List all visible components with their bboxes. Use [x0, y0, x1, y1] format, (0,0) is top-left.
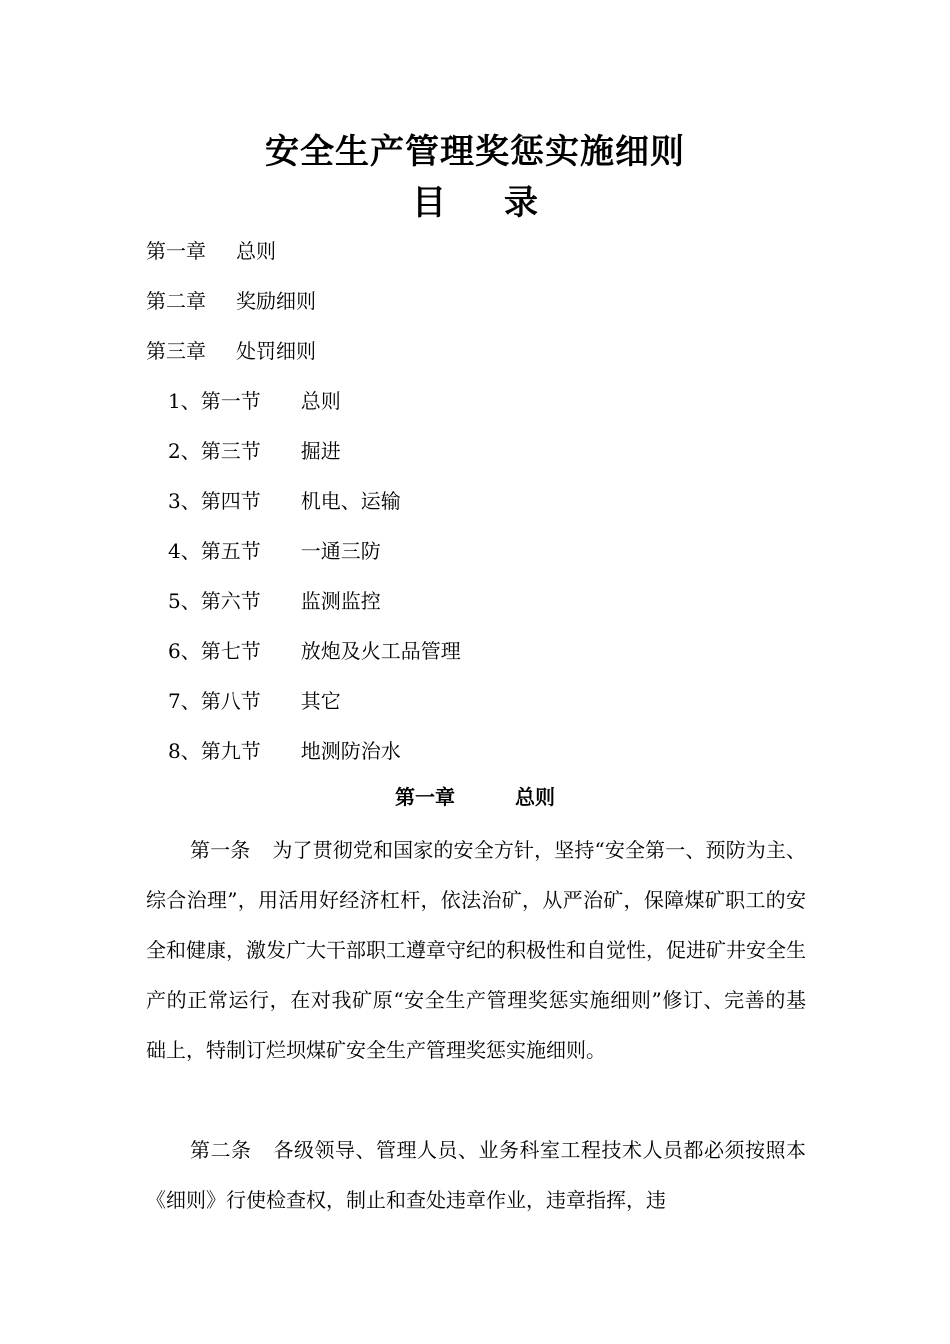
- article-label: 第二条: [190, 1138, 252, 1162]
- toc-section-name: 其它: [300, 689, 341, 713]
- toc-section-index: 7、: [168, 689, 201, 713]
- toc-chapter-number: 第三章: [146, 339, 206, 363]
- toc-section-item[interactable]: [146, 380, 806, 430]
- toc-title-left: 目: [412, 183, 446, 223]
- table-of-contents: [146, 230, 806, 780]
- toc-section-item[interactable]: [146, 530, 806, 580]
- toc-section-number: 第九节: [200, 739, 261, 763]
- toc-section-item[interactable]: [146, 730, 806, 780]
- toc-section-name: 总则: [300, 389, 341, 413]
- toc-chapter-name: 处罚细则: [236, 339, 316, 363]
- article-text: 各级领导、管理人员、业务科室工程技术人员都必须按照本《细则》行使检查权，制止和查处违章作业，违章指挥，违: [146, 1138, 806, 1212]
- toc-section-index: 8、: [168, 739, 201, 763]
- toc-chapter-item[interactable]: [146, 230, 806, 280]
- toc-section-number: 第三节: [200, 439, 261, 463]
- toc-title-right: 录: [504, 183, 538, 223]
- toc-chapter-number: 第二章: [146, 289, 206, 313]
- toc-chapter-item[interactable]: [146, 280, 806, 330]
- toc-chapter-name: 奖励细则: [236, 289, 316, 313]
- article-text: 为了贯彻党和国家的安全方针，坚持“安全第一、预防为主、综合治理”，用活用好经济杠杆，依法治矿，从严治矿，保障煤矿职工的安全和健康，激发广大干部职工遵章守纪的积极性和自觉性，促进矿井安全生产的正常运行，在对我矿原“安全生产管理奖惩实施细则”修订、完善的基础上，特制订烂坝煤矿安全生产管理奖惩实施细则。: [146, 838, 806, 1062]
- toc-section-item[interactable]: [146, 480, 806, 530]
- chapter-heading-name: 总则: [515, 785, 555, 809]
- toc-section-item[interactable]: [146, 680, 806, 730]
- toc-section-index: 6、: [168, 639, 201, 663]
- toc-section-name: 地测防治水: [300, 739, 401, 763]
- toc-chapter-number: 第一章: [146, 239, 206, 263]
- toc-section-number: 第一节: [200, 389, 261, 413]
- toc-chapter-item[interactable]: [146, 330, 806, 380]
- toc-section-index: 3、: [168, 489, 201, 513]
- toc-title: [0, 180, 950, 226]
- toc-section-name: 放炮及火工品管理: [300, 639, 461, 663]
- toc-section-name: 一通三防: [300, 539, 381, 563]
- chapter-heading-number: 第一章: [395, 785, 455, 809]
- toc-section-number: 第五节: [200, 539, 261, 563]
- toc-section-number: 第八节: [200, 689, 261, 713]
- toc-chapter-name: 总则: [236, 239, 276, 263]
- toc-section-name: 掘进: [300, 439, 341, 463]
- article-paragraph: [146, 825, 806, 1075]
- toc-section-name: 监测监控: [300, 589, 381, 613]
- toc-section-number: 第六节: [200, 589, 261, 613]
- toc-section-index: 1、: [168, 389, 201, 413]
- toc-section-item[interactable]: [146, 630, 806, 680]
- toc-section-index: 5、: [168, 589, 201, 613]
- toc-section-item[interactable]: [146, 430, 806, 480]
- article-paragraph: [146, 1125, 806, 1225]
- toc-section-index: 4、: [168, 539, 201, 563]
- toc-section-number: 第四节: [200, 489, 261, 513]
- document-title: 安全生产管理奖惩实施细则: [265, 132, 685, 172]
- article-label: 第一条: [190, 838, 251, 862]
- toc-section-name: 机电、运输: [300, 489, 401, 513]
- toc-section-index: 2、: [168, 439, 201, 463]
- toc-section-item[interactable]: [146, 580, 806, 630]
- toc-section-number: 第七节: [200, 639, 261, 663]
- chapter-heading: [0, 776, 950, 818]
